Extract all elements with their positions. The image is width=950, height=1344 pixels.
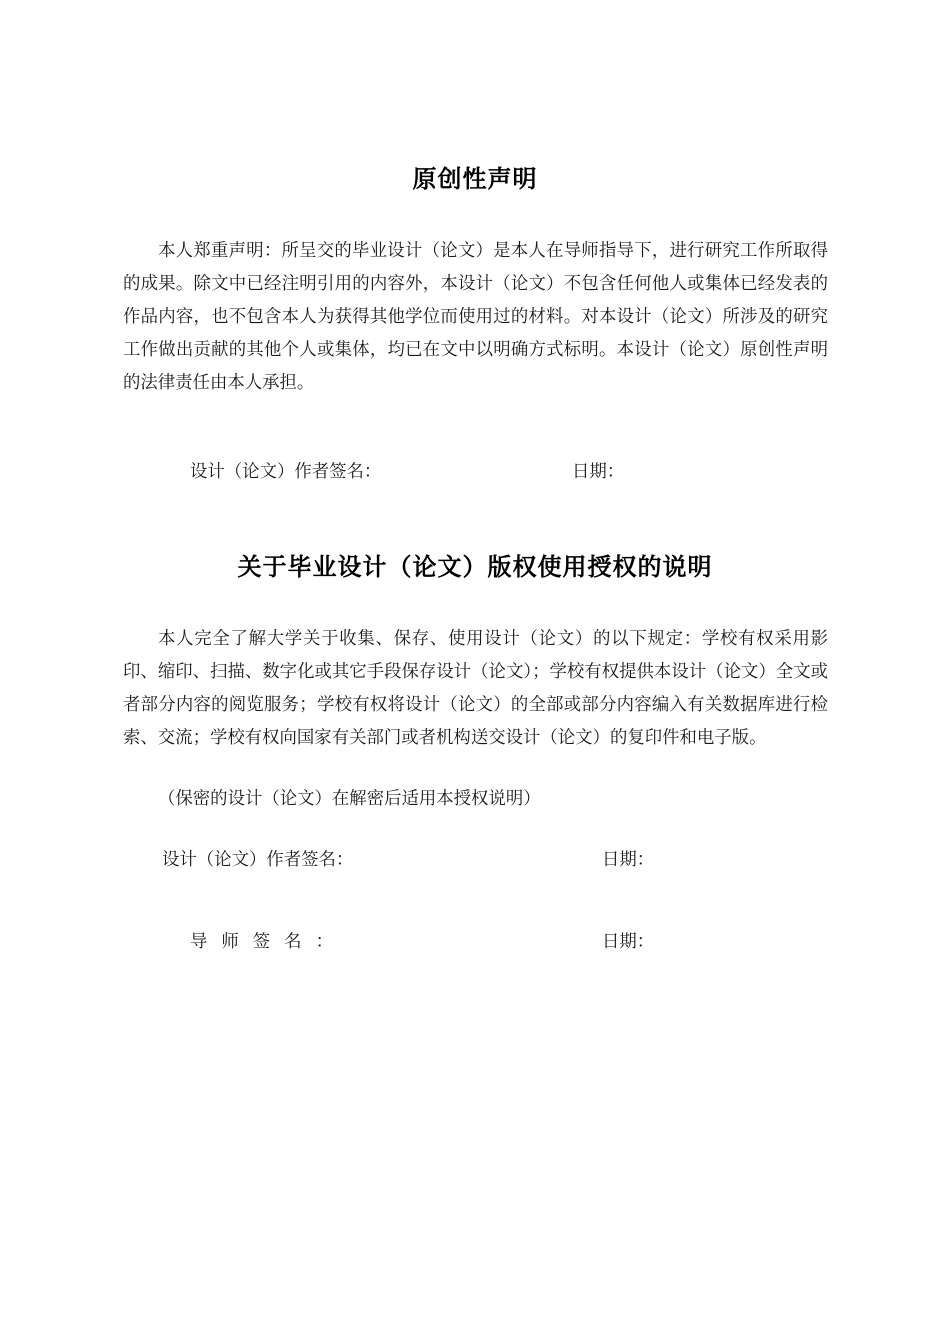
confidential-note: （保密的设计（论文）在解密后适用本授权说明） <box>158 789 541 809</box>
author-date-label: 日期： <box>572 462 625 482</box>
copyright-authorization-title: 关于毕业设计（论文）版权使用授权的说明 <box>237 553 713 581</box>
author-signature-label-2: 设计（论文）作者签名： <box>162 850 354 870</box>
author-date-label-2: 日期： <box>602 850 655 870</box>
copyright-authorization-paragraph: 本人完全了解大学关于收集、保存、使用设计（论文）的以下规定：学校有权采用影印、缩印、扫描、数字化或其它手段保存设计（论文）；学校有权提供本设计（论文）全文或者部分内容的阅览服务；学校有权将设计（论文）的全部或部分内容编入有关数据库进行检索、交流；学校有权向国家有关部门或者机构送交设计（论文）的复印件和电子版。 <box>123 629 828 748</box>
advisor-signature-label: 导师签名： <box>190 932 347 952</box>
originality-statement-title: 原创性声明 <box>412 165 538 193</box>
advisor-date-label: 日期： <box>602 932 655 952</box>
author-signature-label: 设计（论文）作者签名： <box>190 462 382 482</box>
originality-statement-paragraph: 本人郑重声明：所呈交的毕业设计（论文）是本人在导师指导下，进行研究工作所取得的成果。除文中已经注明引用的内容外，本设计（论文）不包含任何他人或集体已经发表的作品内容，也不包含本人为获得其他学位而使用过的材料。对本设计（论文）所涉及的研究工作做出贡献的其他个人或集体，均已在文中以明确方式标明。本设计（论文）原创性声明的法律责任由本人承担。 <box>123 241 828 393</box>
